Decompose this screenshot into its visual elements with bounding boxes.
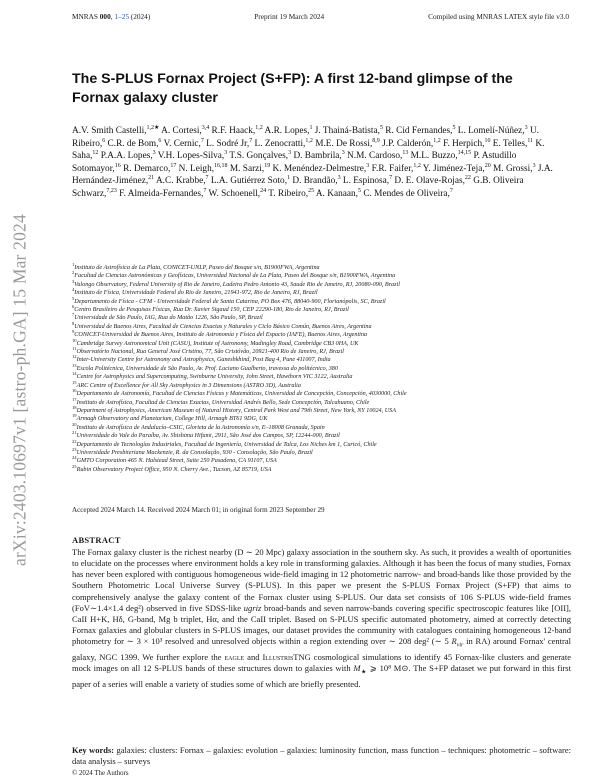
- author-entry: T. Ribeiro,$^{25}$: [266, 187, 315, 199]
- affiliation-item: $^{14}$Centre for Astrophysics and Supercomputing, Swinburne University, John Street, Hawthorn VIC 3122, Australia: [72, 371, 353, 381]
- author-entry: N.M. Cardoso,$^{13}$: [344, 150, 409, 162]
- author-entry: D. E. Olave-Rojas,$^{22}$: [392, 175, 471, 187]
- author-entry: K. Menéndez-Delmestre,$^3$: [270, 162, 370, 174]
- affiliation-item: $^{11}$Observatório Nacional, Rua General José Cristino, 77, São Cristóvão, 20921-400 Rio de Janeiro, RJ, Brazil: [72, 346, 344, 356]
- affiliation-item: $^{16}$Departamento de Astronomía, Facultad de Ciencias Físicas y Matemáticas, Universidad de Concepción, Concepción, 4030000, Chile: [72, 388, 407, 398]
- author-entry: R. Cid Fernandes,$^5$: [382, 124, 456, 136]
- author-entry: F. Herpich,$^{10}$: [440, 137, 491, 149]
- affiliation-item: $^1$Instituto de Astrofísica de La Plata, CONICET-UNLP, Paseo del Bosque s/n, B1900FWA, Argentina: [72, 261, 320, 271]
- affiliation-item: $^{25}$Rubin Observatory Project Office, 950 N. Cherry Ave., Tucson, AZ 85719, USA: [72, 463, 272, 473]
- keywords-list: galaxies: clusters: Fornax – galaxies: evolution – galaxies: luminosity function, mass function – techniques: photometric – software: data analysis – surveys: [72, 745, 571, 767]
- author-entry: D. Brandão,$^3$: [290, 175, 341, 187]
- author-entry: U. Ribeiro,$^6$: [72, 126, 539, 149]
- author-entry: A. Cortesi,$^{3,4}$: [159, 124, 210, 136]
- author-entry: J.A. Hernández-Jiménez,$^{21}$: [72, 163, 553, 187]
- author-entry: L. Sodré Jr,$^7$: [203, 137, 253, 149]
- affiliation-item: $^{24}$GMTO Corporation 465 N. Halstead Street, Suite 250 Pasadena, CA 91107, USA: [72, 455, 277, 465]
- author-entry: M.L. Buzzo,$^{14,15}$: [408, 150, 472, 162]
- affiliation-list: [72, 261, 572, 474]
- author-entry: R. Demarco,$^{17}$: [120, 162, 177, 174]
- author-entry: W. Schoenell,$^{24}$: [206, 187, 267, 199]
- accepted-note: Accepted 2024 March 14. Received 2024 March 01; in original form 2023 September 29: [72, 506, 325, 514]
- affiliation-item: $^{15}$ARC Centre of Excellence for All Sky Astrophysics in 3 Dimensions (ASTRO 3D), Australia: [72, 379, 301, 389]
- author-entry: P.A.A. Lopes,$^3$: [98, 150, 156, 162]
- affiliation-item: $^{10}$Cambridge Survey Astronomical Unit (CASU), Institute of Astronomy, Madingley Road, Cambridge CB3 0HA, UK: [72, 337, 359, 347]
- arxiv-identifier: arXiv:2403.10697v1 [astro-ph.GA] 15 Mar 2024: [9, 214, 30, 566]
- affiliation-item: $^{21}$Universidade do Vale do Paraíba, Av. Shishima Hifumi, 2911, São José dos Campos, SP, 12244-000, Brazil: [72, 430, 340, 440]
- affiliation-item: $^{13}$Escola Politécnica, Universidade de São Paulo, Av. Prof. Luciano Gualberto, travessa do politécnico, 380: [72, 362, 338, 372]
- author-entry: V.H. Lopes-Silva,$^3$: [155, 150, 228, 162]
- affiliation-item: $^{17}$Instituto de Astrofísica, Facultad de Ciencias Exactas, Universidad Andrés Bello, Sede Concepción, Talcahuano, Chile: [72, 396, 370, 406]
- author-entry: C.R. de Bom,$^6$: [105, 137, 162, 149]
- running-header: [72, 10, 569, 22]
- affiliation-item: $^{19}$Armagh Observatory and Planetarium, College Hill, Armagh BT61 9DG, UK: [72, 413, 268, 423]
- author-entry: J.P. Calderón,$^{1,2}$: [379, 137, 441, 149]
- pages-link[interactable]: 1–25: [114, 11, 129, 21]
- author-entry: M.E. De Rossi,$^{8,9}$: [312, 137, 380, 149]
- author-entry: A.C. Krabbe,$^7$: [154, 175, 209, 187]
- author-entry: N. Leigh,$^{16,18}$: [176, 162, 228, 174]
- affiliation-item: $^6$Centro Brasileiro de Pesquisas Físicas, Rua Dr. Xavier Sigaud 150, CEP 22290-180, Rio de Janeiro, RJ, Brazil: [72, 303, 349, 314]
- affiliation-item: $^{22}$Departamento de Tecnologías Industriales, Facultad de Ingeniería, Universidad de Talca, Los Niches km 1, Curicó, Chile: [72, 438, 377, 448]
- journal-citation: MNRAS 000, 1–25 (2024): [72, 11, 151, 21]
- author-entry: A.R. Lopes,$^1$: [262, 124, 313, 136]
- affiliation-item: $^3$Valongo Observatory, Federal University of Rio de Janeiro, Ladeira Pedro Antonio 43, Saude Rio de Janeiro, RJ, 20080-090, Brazil: [72, 278, 400, 288]
- preprint-date: Preprint 19 March 2024: [254, 11, 325, 21]
- affiliation-item: $^8$Universidad de Buenos Aires, Facultad de Ciencias Exactas y Naturales y Ciclo Básico Común, Buenos Aires, Argentina: [72, 320, 372, 330]
- abstract-heading: ABSTRACT: [72, 535, 121, 545]
- volume-number: 000: [99, 11, 111, 21]
- author-entry: G.B. Oliveira Schwarz,$^{7,23}$: [72, 176, 524, 199]
- affiliation-item: $^5$Departamento de Física - CFM - Universidade Federal de Santa Catarina, PO Box 476, 88040-900, Florianópolis, SC, Brazil: [72, 295, 386, 305]
- affiliation-item: $^4$Instituto de Física, Universidade Federal do Rio de Janeiro, 21941-972, Rio de Janeiro, RJ, Brazil: [72, 287, 318, 297]
- author-entry: F. Almeida-Fernandes,$^7$: [116, 187, 207, 199]
- author-entry: D. Bambrila,$^3$: [291, 150, 345, 162]
- author-entry: R.F. Haack,$^{1,2}$: [209, 124, 263, 136]
- author-entry: A.V. Smith Castelli,$^{1,2★}$: [72, 124, 160, 136]
- author-entry: L. Zenocratti,$^{1,2}$: [252, 137, 313, 149]
- author-entry: A. Kanaan,$^5$: [314, 187, 361, 199]
- author-entry: J. Thainá-Batista,$^5$: [312, 124, 383, 136]
- affiliation-item: $^{18}$Department of Astrophysics, American Museum of Natural History, Central Park West and 79th Street, New York, NY 10024, USA: [72, 404, 396, 414]
- author-entry: L. Espinosa,$^7$: [340, 175, 393, 187]
- author-entry: C. Mendes de Oliveira,$^7$: [361, 187, 453, 199]
- affiliation-item: $^7$Universidade de São Paulo, IAG, Rua do Matão 1226, São Paulo, SP, Brazil: [72, 312, 263, 322]
- keywords-label: Key words:: [72, 745, 115, 755]
- author-entry: T.S. Gonçalves,$^3$: [227, 150, 292, 162]
- author-entry: P. Astudillo Sotomayor,$^{16}$: [72, 151, 517, 174]
- abstract-text: The Fornax galaxy cluster is the richest nearby (D ∼ 20 Mpc) galaxy association in the southern sky. As such, it provides a wealth of oportunities to elucidate on the processes where environment holds a key role in transforming galaxies. Although it has been the focus of many studies, Fornax has never been explored with contiguous homogeneous wide-field imaging in 12 photometric narrow- and broad-bands like those provided by the Southern Photometric Local Universe Survey (S-PLUS). In this paper we present the S-PLUS Fornax Project (S+FP) that aims to comprehensively analyse the galaxy content of the Fornax cluster using S-PLUS. Our data set consists of 106 S-PLUS wide-field frames (FoV∼1.4×1.4 deg²) observed in five SDSS-like ugriz broad-bands and seven narrow-bands covering specific spectroscopic features like [OII], CaII H+K, Hδ, G-band, Mg b triplet, Hα, and the CaII triplet. Based on S-PLUS specific automated photometry, aimed at correctly detecting Fornax galaxies and globular clusters in S-PLUS images, our dataset provides the community with catalogues containing homogeneous 12-band photometry for ∼ 3 × 10³ resolved and unresolved objects within a region extending over ∼ 208 deg² (∼ 5 $R_{vir}$ in RA) around Fornax' central galaxy, NGC 1399. We further explore the eagle and IllustrisTNG cosmological simulations to identify 45 Fornax-like clusters and generate mock images on all 12 S-PLUS bands of these structures down to galaxies with $M_★$ ⩾ 10⁸ M⊙. The S+FP dataset we put forward in this first paper of a series will enable a variety of studies some of which are briefly presented.: [72, 547, 572, 690]
- author-entry: L. Lomelí-Núñez,$^3$: [455, 124, 528, 136]
- paper-title: The S-PLUS Fornax Project (S+FP): A first 12-band glimpse of the Fornax galaxy cluster: [72, 71, 513, 106]
- author-entry: Y. Jiménez-Teja,$^{20}$: [420, 162, 491, 174]
- keywords: [72, 745, 571, 767]
- author-entry: L.A. Gutiérrez Soto,$^1$: [208, 175, 291, 187]
- author-entry: E. Telles,$^{11}$: [490, 137, 534, 149]
- author-entry: F.R. Faifer,$^{1,2}$: [369, 162, 421, 174]
- compiled-note: Compiled using MNRAS LATEX style file v3.0: [428, 11, 569, 21]
- author-entry: K. Saha,$^{12}$: [72, 138, 545, 162]
- copyright-notice: © 2024 The Authors: [72, 770, 129, 777]
- arxiv-sidebar: [8, 210, 32, 570]
- affiliation-item: $^{20}$Instituto de Astrofísica de Andalucía–CSIC, Glorieta de la Astronomía s/n, E–18008 Granada, Spain: [72, 421, 325, 431]
- affiliation-item: $^{23}$Universidade Presbiteriana Mackenzie, R. da Consolação, 930 - Consolação, São Paulo, Brazil: [72, 446, 313, 456]
- author-entry: M. Sarzi,$^{19}$: [227, 162, 271, 174]
- author-list: [72, 125, 562, 201]
- author-entry: M. Grossi,$^3$: [490, 162, 536, 174]
- affiliation-item: $^2$Facultad de Ciencias Astronómicas y Geofísicas, Universidad Nacional de La Plata, Paseo del Bosque s/n, B1900FWA, Argentina: [72, 270, 396, 280]
- affiliation-item: $^9$CONICET-Universidad de Buenos Aires, Instituto de Astronomía y Física del Espacio (IAFE), Buenos Aires, Argentina: [72, 329, 368, 339]
- author-entry: V. Cernic,$^7$: [161, 137, 204, 149]
- affiliation-item: $^{12}$Inter-University Centre for Astronomy and Astrophysics, Ganeshkhind, Post Bag 4, Pune 411007, India: [72, 354, 331, 364]
